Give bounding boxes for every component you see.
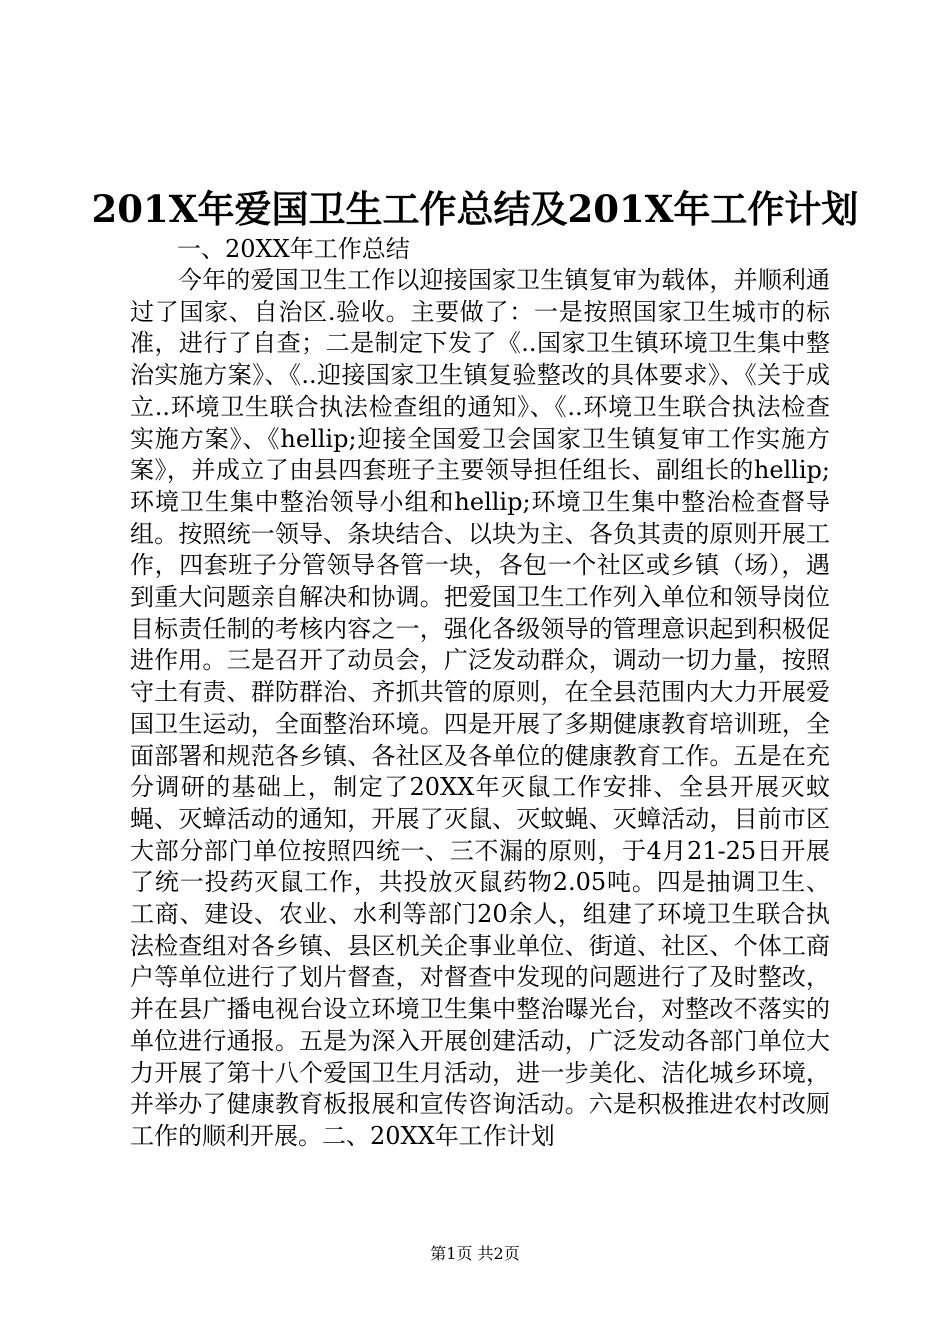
document-title: 201X年爱国卫生工作总结及201X年工作计划 [91,187,859,231]
body-paragraph: 今年的爱国卫生工作以迎接国家卫生镇复审为载体，并顺利通过了国家、自治区.验收。主要做了：一是按照国家卫生城市的标准，进行了自查；二是制定下发了《..国家卫生镇环境卫生集中整治实施方案》、《..迎接国家卫生镇复验整改的具体要求》、《关于成立..环境卫生联合执法检查组的通知》、《..环境卫生联合执法检查实施方案》、《hellip;迎接全国爱卫会国家卫生镇复审工作实施方案》，并成立了由县四套班子主要领导担任组长、副组长的hellip;环境卫生集中整治领导小组和hellip;环境卫生集中整治检查督导组。按照统一领导、条块结合、以块为主、各负其责的原则开展工作，四套班子分管领导各管一块，各包一个社区或乡镇（场），遇到重大问题亲自解决和协调。把爱国卫生工作列入单位和领导岗位目标责任制的考核内容之一，强化各级领导的管理意识起到积极促进作用。三是召开了动员会，广泛发动群众，调动一切力量，按照守土有责、群防群治、齐抓共管的原则，在全县范围内大力开展爱国卫生运动，全面整治环境。四是开展了多期健康教育培训班，全面部署和规范各乡镇、各社区及各单位的健康教育工作。五是在充分调研的基础上，制定了20XX年灭鼠工作安排、全县开展灭蚊蝇、灭蟑活动的通知，开展了灭鼠、灭蚊蝇、灭蟑活动，目前市区大部分部门单位按照四统一、三不漏的原则，于4月21-25日开展了统一投药灭鼠工作，共投放灭鼠药物2.05吨。四是抽调卫生、工商、建设、农业、水利等部门20余人，组建了环境卫生联合执法检查组对各乡镇、县区机关企事业单位、街道、社区、个体工商户等单位进行了划片督查，对督查中发现的问题进行了及时整改，并在县广播电视台设立环境卫生集中整治曝光台，对整改不落实的单位进行通报。五是为深入开展创建活动，广泛发动各部门单位大力开展了第十八个爱国卫生月活动，进一步美化、洁化城乡环境，并举办了健康教育板报展和宣传咨询活动。六是积极推进农村改厕工作的顺利开展。二、20XX年工作计划 [130,266,830,1150]
page-footer: 第1页 共2页 [430,1244,520,1263]
section-heading: 一、20XX年工作总结 [177,235,410,263]
